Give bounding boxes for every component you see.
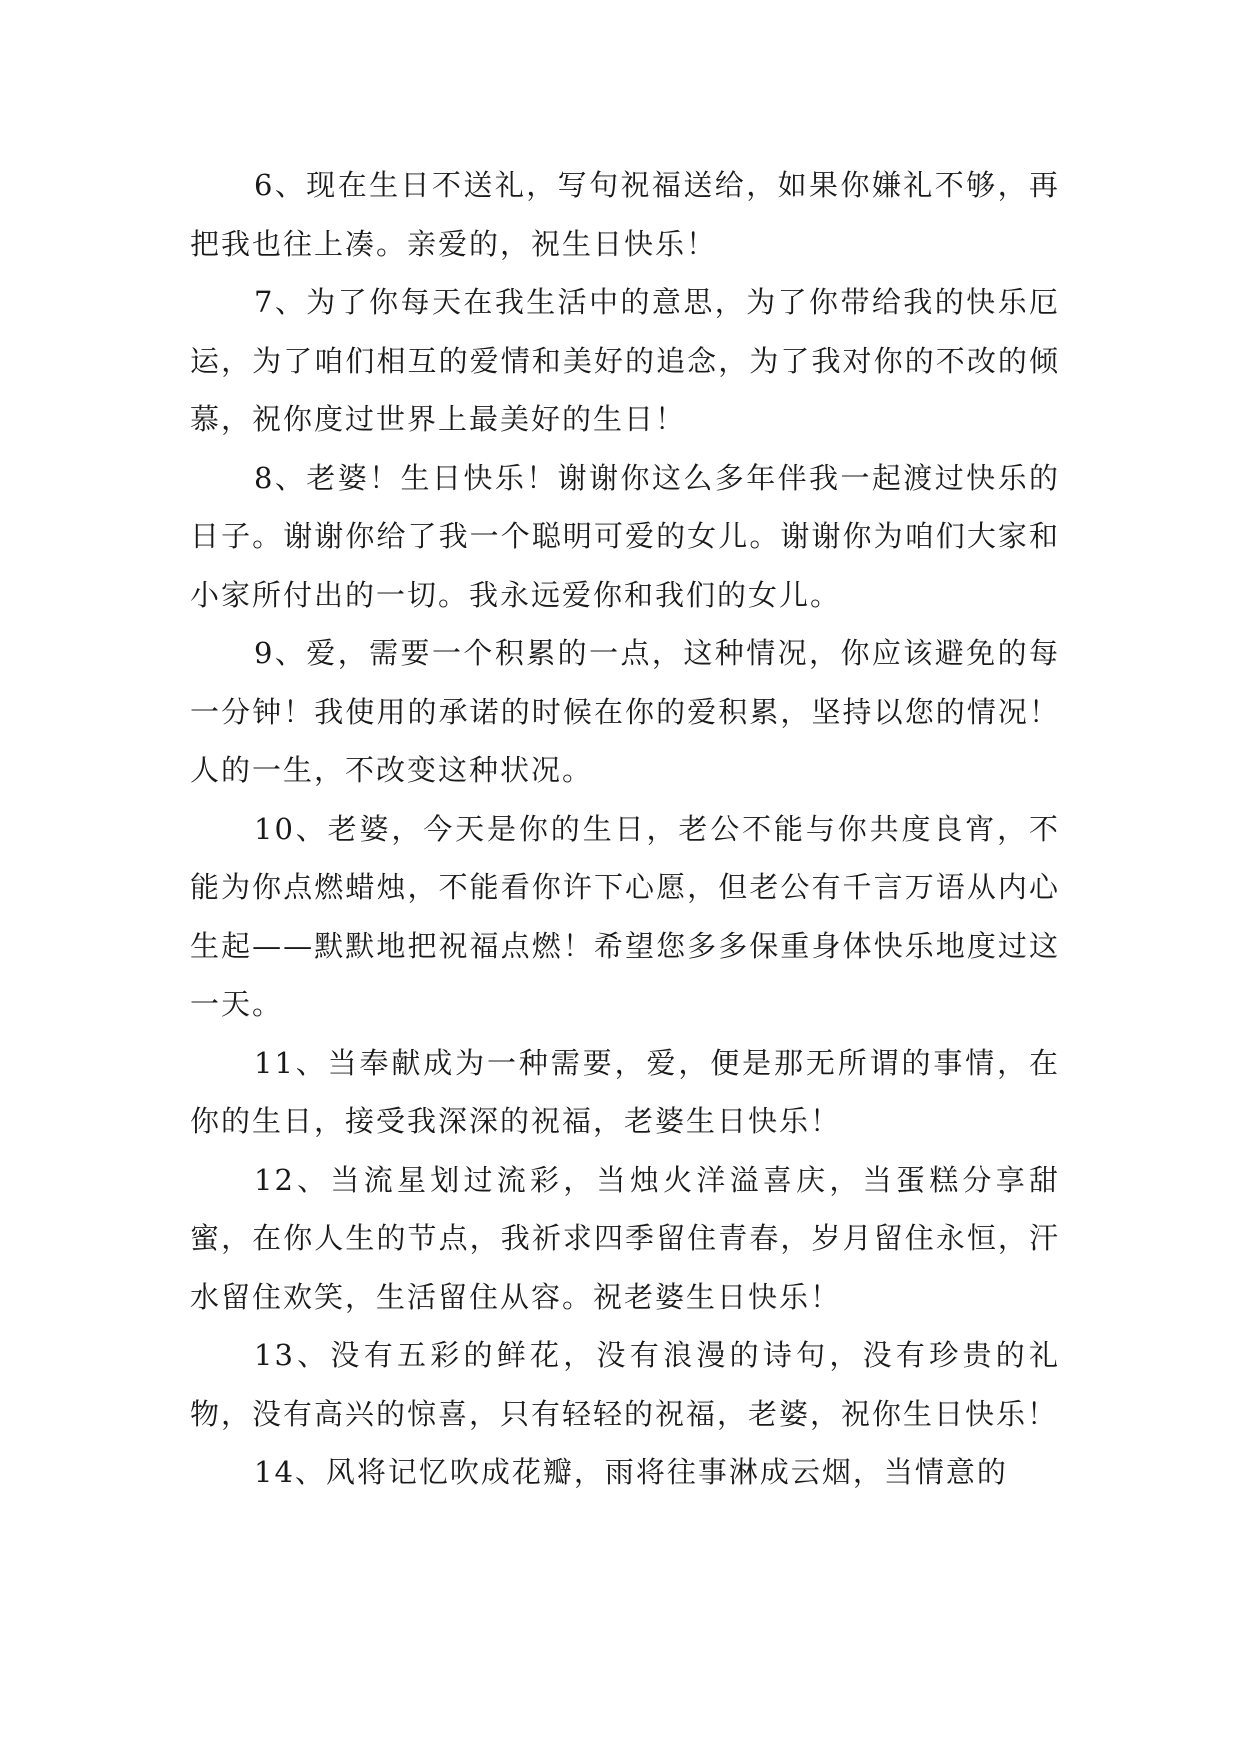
paragraph-6: 6、现在生日不送礼，写句祝福送给，如果你嫌礼不够，再把我也往上凑。亲爱的，祝生日快乐！ bbox=[190, 168, 1060, 261]
paragraph-9: 9、爱，需要一个积累的一点，这种情况，你应该避免的每一分钟！我使用的承诺的时候在你的爱积累，坚持以您的情况！人的一生，不改变这种状况。 bbox=[190, 636, 1060, 787]
paragraph-14: 14、风将记忆吹成花瓣，雨将往事淋成云烟，当情意的 bbox=[254, 1455, 1008, 1489]
paragraph-12: 12、当流星划过流彩，当烛火洋溢喜庆，当蛋糕分享甜蜜，在你人生的节点，我祈求四季留住青春，岁月留住永恒，汗水留住欢笑，生活留住从容。祝老婆生日快乐！ bbox=[190, 1162, 1060, 1314]
paragraph-10: 10、老婆，今天是你的生日，老公不能与你共度良宵，不能为你点燃蜡烛，不能看你许下心愿，但老公有千言万语从内心生起——默默地把祝福点燃！希望您多多保重身体快乐地度过这一天。 bbox=[190, 811, 1060, 1021]
paragraph-8: 8、老婆！生日快乐！谢谢你这么多年伴我一起渡过快乐的日子。谢谢你给了我一个聪明可爱的女儿。谢谢你为咱们大家和小家所付出的一切。我永远爱你和我们的女儿。 bbox=[190, 460, 1060, 612]
paragraph-11: 11、当奉献成为一种需要，爱，便是那无所谓的事情，在你的生日，接受我深深的祝福，老婆生日快乐！ bbox=[190, 1045, 1060, 1138]
document-body bbox=[190, 156, 1060, 1502]
paragraph-7: 7、为了你每天在我生活中的意思，为了你带给我的快乐厄运，为了咱们相互的爱情和美好的追念，为了我对你的不改的倾慕，祝你度过世界上最美好的生日！ bbox=[190, 285, 1060, 436]
paragraph-13: 13、没有五彩的鲜花，没有浪漫的诗句，没有珍贵的礼物，没有高兴的惊喜，只有轻轻的祝福，老婆，祝你生日快乐！ bbox=[190, 1338, 1060, 1431]
